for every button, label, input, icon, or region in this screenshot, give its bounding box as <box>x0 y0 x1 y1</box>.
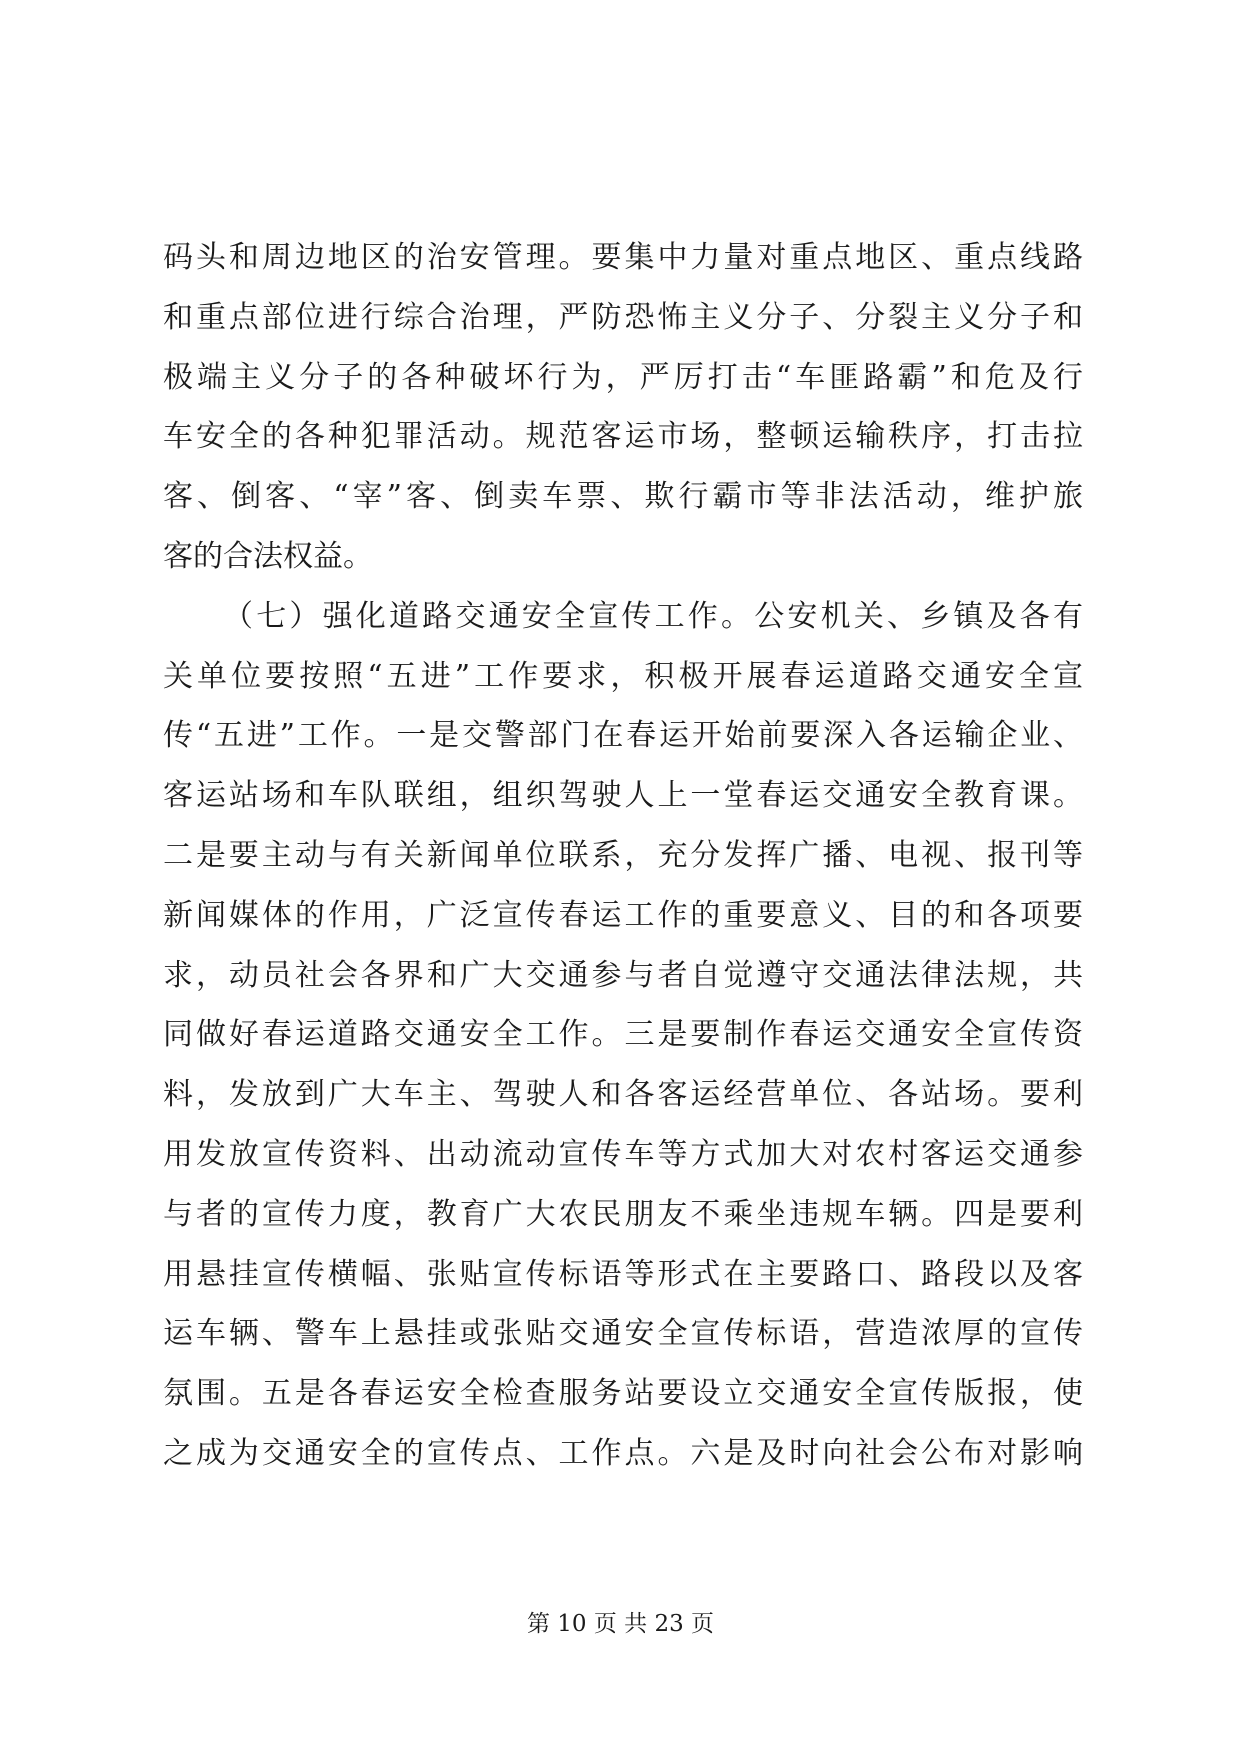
text-line: 客的合法权益。 <box>163 538 373 574</box>
text-line: 码头和周边地区的治安管理。要集中力量对重点地区、重点线路 <box>163 240 1083 275</box>
text-line: 极端主义分子的各种破坏行为，严厉打击“车匪路霸”和危及行 <box>163 359 1083 395</box>
text-line: 二是要主动与有关新闻单位联系，充分发挥广播、电视、报刊等 <box>163 837 1083 873</box>
text-line: 求，动员社会各界和广大交通参与者自觉遵守交通法律法规，共 <box>163 957 1083 993</box>
text-line: 客运站场和车队联组，组织驾驶人上一堂春运交通安全教育课。 <box>163 778 1083 814</box>
text-line: 和重点部位进行综合治理，严防恐怖主义分子、分裂主义分子和 <box>163 299 1083 335</box>
body-text <box>163 228 1083 1484</box>
page-number-label: 第 10 页 共 23 页 <box>526 1611 715 1637</box>
text-line: 关单位要按照“五进”工作要求，积极开展春运道路交通安全宣 <box>163 658 1083 694</box>
text-line: 车安全的各种犯罪活动。规范客运市场，整顿运输秩序，打击拉 <box>163 419 1083 455</box>
text-line: 传“五进”工作。一是交警部门在春运开始前要深入各运输企业、 <box>163 718 1083 754</box>
text-line: 新闻媒体的作用，广泛宣传春运工作的重要意义、目的和各项要 <box>163 897 1083 933</box>
text-line: 与者的宣传力度，教育广大农民朋友不乘坐违规车辆。四是要利 <box>163 1196 1083 1232</box>
text-line: 同做好春运道路交通安全工作。三是要制作春运交通安全宣传资 <box>163 1017 1083 1053</box>
text-line: 之成为交通安全的宣传点、工作点。六是及时向社会公布对影响 <box>163 1435 1083 1471</box>
text-line: （七）强化道路交通安全宣传工作。公安机关、乡镇及各有 <box>223 598 1083 634</box>
text-line: 客、倒客、“宰”客、倒卖车票、欺行霸市等非法活动，维护旅 <box>163 479 1083 515</box>
text-line: 运车辆、警车上悬挂或张贴交通安全宣传标语，营造浓厚的宣传 <box>163 1316 1083 1352</box>
page-footer <box>0 1609 1241 1639</box>
text-line: 用发放宣传资料、出动流动宣传车等方式加大对农村客运交通参 <box>163 1136 1083 1172</box>
text-line: 氛围。五是各春运安全检查服务站要设立交通安全宣传版报，使 <box>163 1376 1083 1412</box>
text-line: 料，发放到广大车主、驾驶人和各客运经营单位、各站场。要利 <box>163 1077 1083 1113</box>
text-line: 用悬挂宣传横幅、张贴宣传标语等形式在主要路口、路段以及客 <box>163 1256 1083 1292</box>
